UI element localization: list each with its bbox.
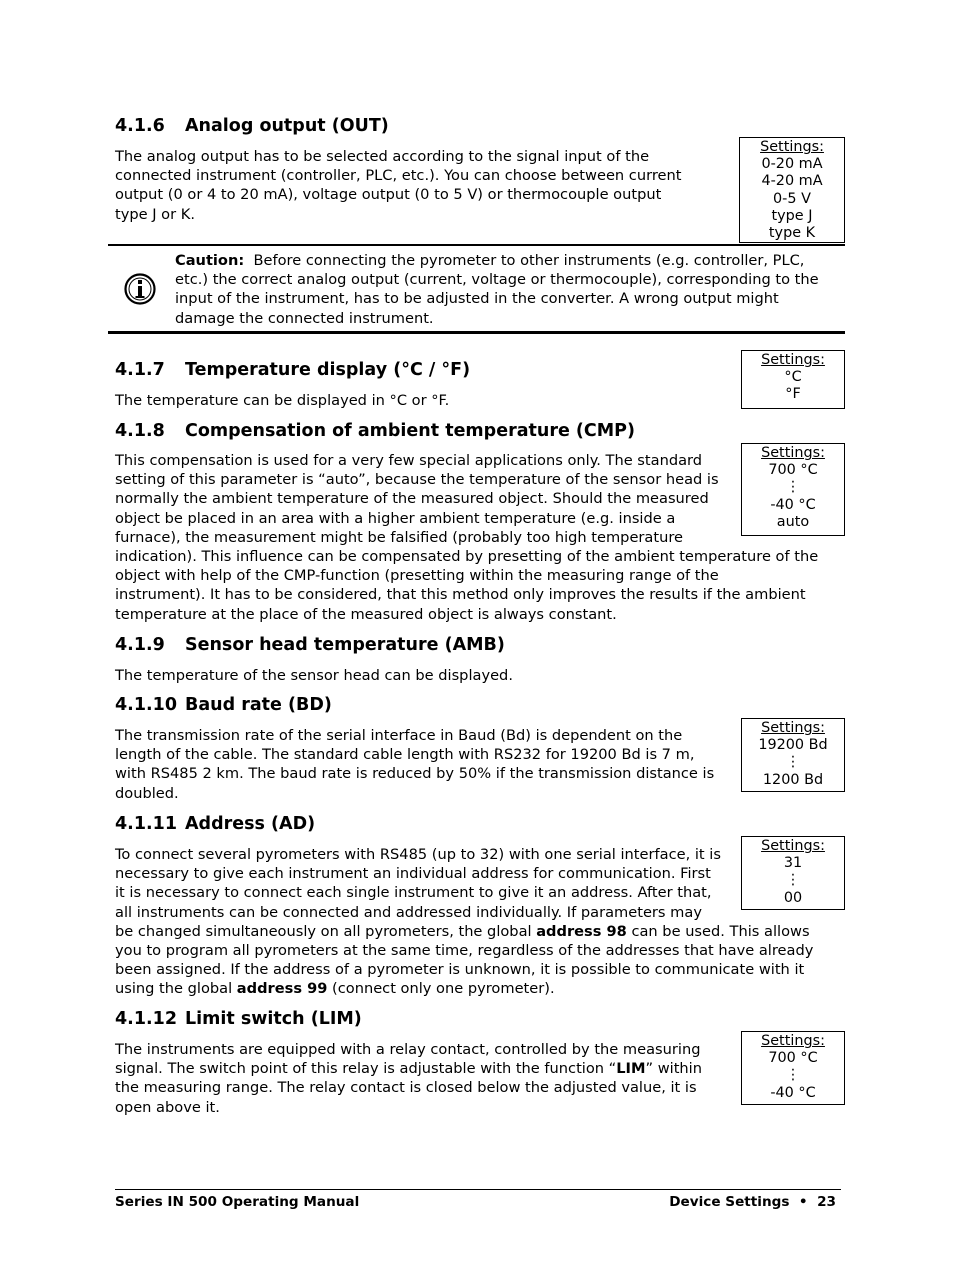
settings-box-compensation: [741, 443, 845, 536]
setting-value: 19200 Bd: [758, 737, 828, 754]
heading-4-1-6: [115, 115, 389, 137]
text-line: all instruments can be connected and addressed individually. If parameters may: [115, 903, 702, 921]
text-line: instrument). It has to be considered, that this method only improves the results if the ambient: [115, 586, 806, 604]
text-line: open above it.: [115, 1098, 220, 1116]
paragraph-address: [115, 845, 813, 999]
text-line: [115, 922, 813, 941]
text-run: signal. The switch point of this relay is adjustable with the function “: [115, 1060, 617, 1078]
text-line: with RS485 2 km. The baud rate is reduced by 50% if the transmission distance is: [115, 765, 715, 783]
text-line: connected instrument (controller, PLC, etc.). You can choose between current: [115, 167, 682, 185]
footer-manual-title: Series IN 500 Operating Manual: [115, 1194, 360, 1210]
heading-4-1-10: [115, 694, 332, 716]
setting-value: 1200 Bd: [762, 771, 824, 788]
section-title: Limit switch (LIM): [185, 1009, 362, 1029]
caution-text: [175, 251, 819, 328]
text-run: can be used. This allows: [626, 922, 810, 940]
bold-run: LIM: [616, 1060, 646, 1078]
paragraph-analog-output: [115, 147, 681, 224]
text-line: [115, 979, 813, 998]
heading-4-1-12: [115, 1008, 362, 1030]
text-line: The analog output has to be selected according to the signal input of the: [115, 148, 650, 165]
text-line: The temperature of the sensor head can be displayed.: [115, 667, 513, 684]
setting-value: -40 °C: [770, 1084, 816, 1101]
text-line: doubled.: [115, 784, 179, 802]
text-line: length of the cable. The standard cable length with RS232 for 19200 Bd is 7 m,: [115, 746, 695, 764]
text-line: object be placed in an area with a higher ambient temperature (e.g. inside a: [115, 509, 676, 527]
footer-rule: [115, 1189, 841, 1190]
setting-value: 0-20 mA: [761, 156, 823, 173]
settings-box-address: [741, 836, 845, 910]
section-number: 4.1.9: [115, 635, 165, 655]
caution-top-rule: [108, 244, 845, 246]
caution-label: Caution:: [175, 252, 245, 269]
text-line: setting of this parameter is “auto”, because the temperature of the sensor head is: [115, 471, 719, 489]
paragraph-limit-switch: [115, 1040, 702, 1117]
text-run: (connect only one pyrometer).: [327, 980, 555, 998]
text-line: furnace), the measurement might be falsified (probably too high temperature: [115, 528, 684, 546]
setting-value: °F: [785, 386, 801, 403]
settings-title: Settings:: [760, 139, 824, 155]
setting-value: auto: [776, 513, 810, 530]
section-number: 4.1.6: [115, 116, 165, 136]
section-title: Analog output (OUT): [185, 116, 389, 136]
footer-page-info: Device Settings • 23: [669, 1194, 836, 1210]
caution-bottom-rule: [108, 331, 845, 334]
settings-box-analog-output: [739, 137, 845, 243]
text-line: The transmission rate of the serial interface in Baud (Bd) is dependent on the: [115, 727, 683, 744]
bold-run: address 99: [236, 980, 328, 998]
text-run: be changed simultaneously on all pyrometers, the global: [115, 922, 537, 940]
section-title: Compensation of ambient temperature (CMP): [185, 421, 636, 441]
text-line: necessary to give each instrument an individual address for communication. First: [115, 865, 711, 883]
settings-box-baud-rate: [741, 718, 845, 792]
text-line: damage the connected instrument.: [175, 309, 434, 327]
text-line: To connect several pyrometers with RS485 (up to 32) with one serial interface, it is: [115, 846, 721, 863]
heading-4-1-9: [115, 634, 505, 656]
section-title: Temperature display (°C / °F): [185, 360, 471, 380]
text-line: object with help of the CMP-function (presetting within the measuring range of the: [115, 567, 719, 585]
range-dots: ⋮: [785, 1067, 801, 1084]
setting-value: type J: [771, 207, 813, 224]
settings-title: Settings:: [761, 1033, 825, 1049]
text-run: ” within: [645, 1060, 702, 1078]
paragraph-temperature-display: [115, 391, 449, 410]
settings-box-limit-switch: [741, 1031, 845, 1105]
section-title: Baud rate (BD): [185, 695, 332, 715]
setting-value: 700 °C: [768, 1050, 818, 1067]
text-line: The instruments are equipped with a relay contact, controlled by the measuring: [115, 1041, 701, 1058]
text-line: been assigned. If the address of a pyrometer is unknown, it is possible to communicate with it: [115, 961, 805, 979]
paragraph-compensation: [115, 451, 818, 624]
text-line: output (0 or 4 to 20 mA), voltage output (0 to 5 V) or thermocouple output: [115, 186, 662, 204]
text-line: temperature at the place of the measured object is always constant.: [115, 605, 617, 623]
heading-4-1-11: [115, 813, 315, 835]
paragraph-baud-rate: [115, 726, 714, 803]
section-title: Address (AD): [185, 814, 316, 834]
setting-value: 4-20 mA: [761, 173, 823, 190]
text-line: This compensation is used for a very few special applications only. The standard: [115, 452, 703, 469]
settings-title: Settings:: [761, 445, 825, 461]
range-dots: ⋮: [785, 872, 801, 889]
info-icon: [123, 272, 157, 306]
text-line: it is necessary to connect each single instrument to give it an address. After that,: [115, 884, 712, 902]
settings-title: Settings:: [761, 720, 825, 736]
text-run: using the global: [115, 980, 237, 998]
section-number: 4.1.10: [115, 695, 178, 715]
setting-value: type K: [768, 225, 816, 242]
settings-title: Settings:: [761, 352, 825, 368]
text-line: normally the ambient temperature of the measured object. Should the measured: [115, 490, 709, 508]
heading-4-1-8: [115, 420, 635, 442]
text-line: type J or K.: [115, 205, 195, 223]
text-line: input of the instrument, has to be adjusted in the converter. A wrong output might: [175, 290, 779, 308]
heading-4-1-7: [115, 359, 470, 381]
section-number: 4.1.11: [115, 814, 178, 834]
text-line: The temperature can be displayed in °C or °F.: [115, 392, 450, 409]
text-line: Before connecting the pyrometer to other instruments (e.g. controller, PLC,: [253, 252, 805, 269]
text-line: indication). This influence can be compensated by presetting of the ambient temperature of the: [115, 548, 819, 566]
bold-run: address 98: [536, 922, 627, 940]
section-number: 4.1.12: [115, 1009, 178, 1029]
setting-value: 700 °C: [768, 462, 818, 479]
range-dots: ⋮: [785, 754, 801, 771]
text-line: etc.) the correct analog output (current, voltage or thermocouple), corresponding to the: [175, 271, 819, 289]
section-number: 4.1.7: [115, 360, 165, 380]
settings-title: Settings:: [761, 838, 825, 854]
setting-value: 00: [783, 889, 803, 906]
setting-value: 31: [783, 855, 803, 872]
text-line: you to program all pyrometers at the same time, regardless of the addresses that have already: [115, 942, 814, 960]
paragraph-sensor-head: [115, 666, 513, 685]
setting-value: -40 °C: [770, 496, 816, 513]
text-line: [115, 1059, 702, 1078]
text-line: the measuring range. The relay contact is closed below the adjusted value, it is: [115, 1079, 697, 1097]
section-title: Sensor head temperature (AMB): [185, 635, 505, 655]
section-number: 4.1.8: [115, 421, 165, 441]
setting-value: 0-5 V: [773, 190, 811, 207]
setting-value: °C: [784, 369, 802, 386]
range-dots: ⋮: [785, 479, 801, 496]
settings-box-temperature-display: [741, 350, 845, 409]
